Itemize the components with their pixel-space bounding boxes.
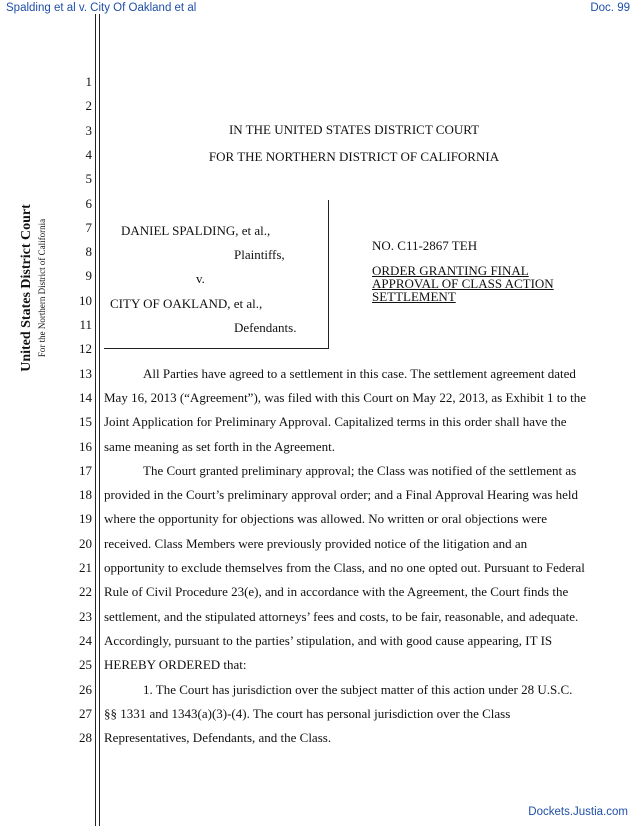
body-line: same meaning as set forth in the Agreement. xyxy=(104,439,336,454)
line-number: 9 xyxy=(85,268,92,283)
line-number: 13 xyxy=(79,366,92,381)
body-line: May 16, 2013 (“Agreement”), was filed with this Court on May 22, 2013, as Exhibit 1 to the xyxy=(104,390,587,405)
line-number: 1 xyxy=(85,74,92,89)
sidebar-court-name: United States District Court xyxy=(19,204,34,372)
line-number: 22 xyxy=(79,584,92,599)
line-number: 14 xyxy=(79,390,92,405)
plaintiff-name: DANIEL SPALDING, et al., xyxy=(121,223,271,238)
line-number: 7 xyxy=(85,220,92,235)
body-line: received. Class Members were previously provided notice of the litigation and an xyxy=(104,536,528,551)
line-number: 3 xyxy=(85,123,92,138)
defendant-role: Defendants. xyxy=(234,320,297,335)
line-number: 23 xyxy=(79,609,92,624)
court-sidebar xyxy=(18,68,64,508)
body-line: where the opportunity for objections was allowed. No written or oral objections were xyxy=(104,511,547,526)
line-number: 8 xyxy=(85,244,92,259)
body-line: Accordingly, pursuant to the parties’ stipulation, and with good cause appearing, IT IS xyxy=(104,633,553,648)
line-number: 19 xyxy=(79,511,92,526)
line-number: 21 xyxy=(79,560,92,575)
line-number: 18 xyxy=(79,487,92,502)
body-line: §§ 1331 and 1343(a)(3)-(4). The court has personal jurisdiction over the Class xyxy=(104,706,511,721)
margin-line-right xyxy=(99,14,100,826)
line-number: 2 xyxy=(85,98,92,113)
order-title-line2: APPROVAL OF CLASS ACTION xyxy=(372,276,554,291)
body-line: provided in the Court’s preliminary approval order; and a Final Approval Hearing was held xyxy=(104,487,579,502)
order-title-line1: ORDER GRANTING FINAL xyxy=(372,263,529,278)
versus-label: v. xyxy=(196,271,205,286)
justia-footer-link[interactable]: Dockets.Justia.com xyxy=(528,806,628,818)
sidebar-district-name: For the Northern District of California xyxy=(37,218,47,358)
order-title-line3: SETTLEMENT xyxy=(372,289,456,304)
court-name-line1: IN THE UNITED STATES DISTRICT COURT xyxy=(228,122,480,137)
defendant-name: CITY OF OAKLAND, et al., xyxy=(110,296,263,311)
body-line: The Court granted preliminary approval; the Class was notified of the settlement as xyxy=(143,463,577,478)
line-number: 24 xyxy=(79,633,92,648)
body-line: Representatives, Defendants, and the Class. xyxy=(104,730,332,745)
line-number: 20 xyxy=(79,536,92,551)
line-number: 12 xyxy=(79,341,92,356)
line-number: 27 xyxy=(79,706,92,721)
body-line: Rule of Civil Procedure 23(e), and in accordance with the Agreement, the Court finds the xyxy=(104,584,569,599)
line-number: 26 xyxy=(79,682,92,697)
line-number: 11 xyxy=(79,317,92,332)
caption-box-right-border xyxy=(328,200,329,348)
margin-line-left xyxy=(95,14,96,826)
line-number: 15 xyxy=(79,414,92,429)
caption-box-bottom-border xyxy=(104,348,329,349)
line-number: 4 xyxy=(85,147,92,162)
body-line: All Parties have agreed to a settlement in this case. The settlement agreement dated xyxy=(143,366,576,381)
body-line: Joint Application for Preliminary Approval. Capitalized terms in this order shall have the xyxy=(104,414,567,429)
body-line: opportunity to exclude themselves from the Class, and no one opted out. Pursuant to Federal xyxy=(104,560,585,575)
plaintiff-role: Plaintiffs, xyxy=(234,247,285,262)
line-number: 28 xyxy=(79,730,92,745)
body-line: settlement, and the stipulated attorneys’ fees and costs, to be fair, reasonable, and adequate. xyxy=(104,609,579,624)
line-number: 16 xyxy=(79,439,92,454)
line-number: 6 xyxy=(85,196,92,211)
document-number-link[interactable]: Doc. 99 xyxy=(590,2,630,14)
line-number: 17 xyxy=(79,463,92,478)
body-line: HEREBY ORDERED that: xyxy=(104,657,247,672)
court-name-line2: FOR THE NORTHERN DISTRICT OF CALIFORNIA xyxy=(208,149,500,164)
line-number: 10 xyxy=(79,293,92,308)
case-number: NO. C11-2867 TEH xyxy=(372,238,478,253)
document-header-title[interactable]: Spalding et al v. City Of Oakland et al xyxy=(6,2,197,14)
body-line: 1. The Court has jurisdiction over the subject matter of this action under 28 U.S.C. xyxy=(143,682,573,697)
line-number: 5 xyxy=(85,171,92,186)
line-number: 25 xyxy=(79,657,92,672)
